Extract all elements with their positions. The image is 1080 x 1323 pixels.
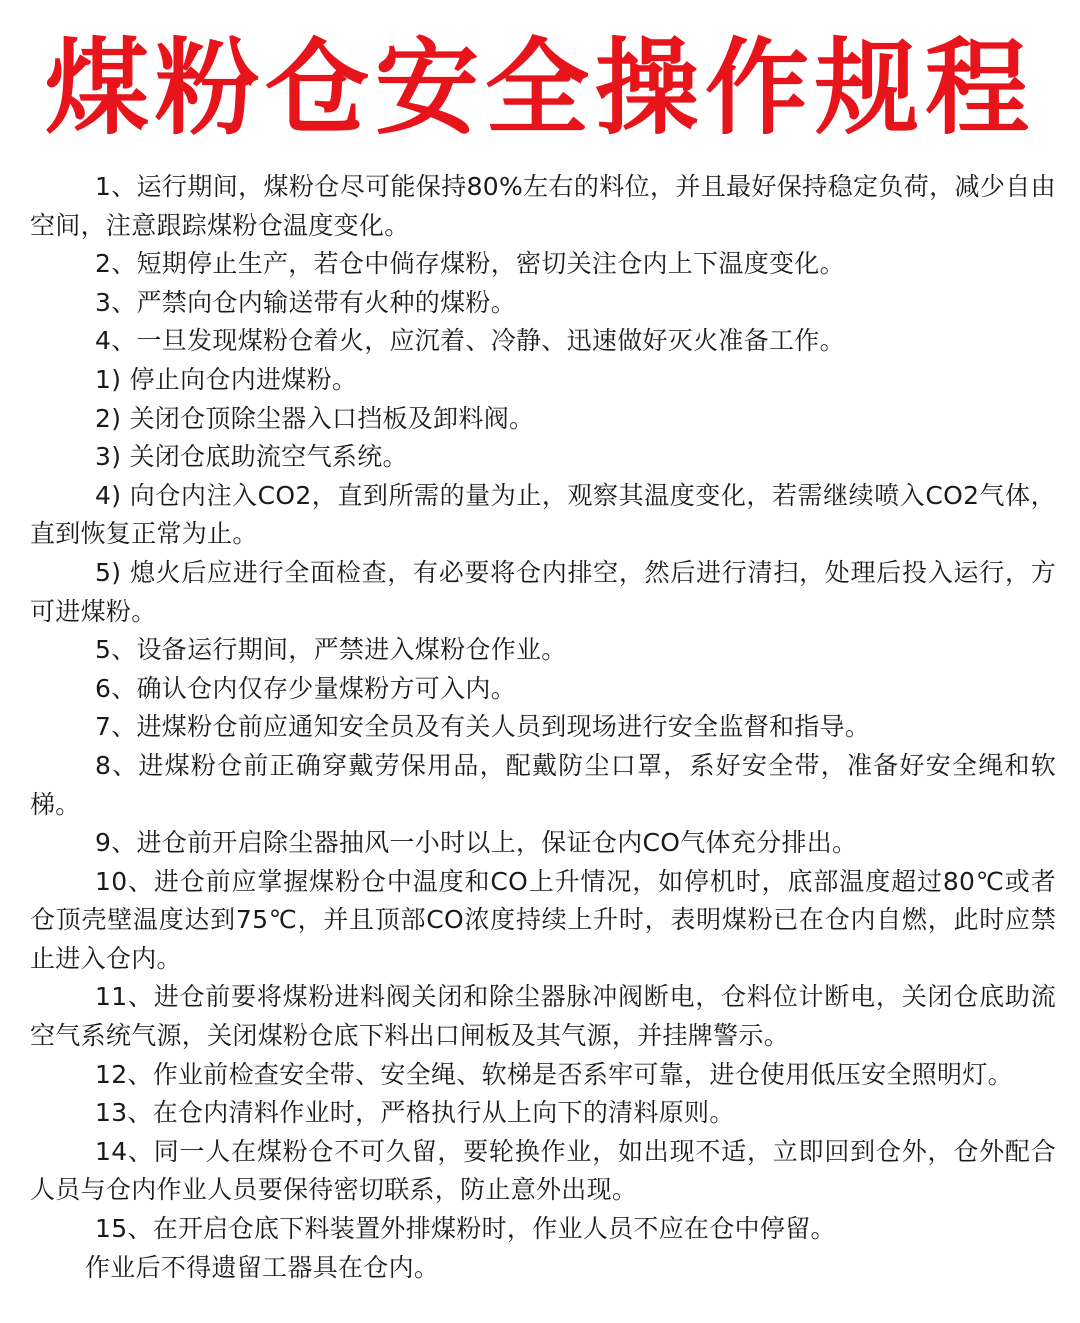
rule-10: 10、进仓前应掌握煤粉仓中温度和CO上升情况，如停机时，底部温度超过80℃或者仓顶壳壁温度达到75℃，并且顶部CO浓度持续上升时，表明煤粉已在仓内自燃，此时应禁止进入仓内。 xyxy=(30,866,1056,973)
rule-13: 13、在仓内清料作业时，严格执行从上向下的清料原则。 xyxy=(95,1098,735,1128)
rule-14: 14、同一人在煤粉仓不可久留，要轮换作业，如出现不适，立即回到仓外，仓外配合人员与仓内作业人员要保待密切联系，防止意外出现。 xyxy=(30,1136,1056,1205)
rule-4-step-5: 5) 熄火后应进行全面检查，有必要将仓内排空，然后进行清扫，处理后投入运行，方可进煤粉。 xyxy=(30,557,1056,626)
poster-title: 煤粉仓安全操作规程 xyxy=(44,27,1035,149)
rule-15: 15、在开启仓底下料装置外排煤粉时，作业人员不应在仓中停留。 xyxy=(95,1214,836,1244)
rule-7: 7、进煤粉仓前应通知安全员及有关人员到现场进行安全监督和指导。 xyxy=(95,712,871,742)
rule-2: 2、短期停止生产，若仓中倘存煤粉，密切关注仓内上下温度变化。 xyxy=(95,249,845,279)
rule-6: 6、确认仓内仅存少量煤粉方可入内。 xyxy=(95,673,517,703)
rule-8: 8、进煤粉仓前正确穿戴劳保用品，配戴防尘口罩，系好安全带，准备好安全绳和软梯。 xyxy=(30,750,1056,819)
rule-11: 11、进仓前要将煤粉进料阀关闭和除尘器脉冲阀断电，仓料位计断电，关闭仓底助流空气系统气源，关闭煤粉仓底下料出口闸板及其气源，并挂牌警示。 xyxy=(30,982,1056,1051)
rule-4-step-1: 1) 停止向仓内进煤粉。 xyxy=(95,364,358,394)
rule-4-step-2: 2) 关闭仓顶除尘器入口挡板及卸料阀。 xyxy=(95,403,535,433)
rule-4-step-3: 3) 关闭仓底助流空气系统。 xyxy=(95,442,408,472)
rule-1: 1、运行期间，煤粉仓尽可能保持80%左右的料位，并且最好保持稳定负荷，减少自由空间，注意跟踪煤粉仓温度变化。 xyxy=(30,172,1056,240)
rule-4-step-4: 4) 向仓内注入CO2，直到所需的量为止，观察其温度变化，若需继续喷入CO2气体，直到恢复正常为止。 xyxy=(30,480,1056,549)
rule-4: 4、一旦发现煤粉仓着火，应沉着、冷静、迅速做好灭火准备工作。 xyxy=(95,326,845,356)
regulation-body xyxy=(30,168,1056,1287)
rule-9: 9、进仓前开启除尘器抽风一小时以上，保证仓内CO气体充分排出。 xyxy=(95,828,858,858)
rule-5: 5、设备运行期间，严禁进入煤粉仓作业。 xyxy=(95,635,567,665)
rule-12: 12、作业前检查安全带、安全绳、软梯是否系牢可靠，进仓使用低压安全照明灯。 xyxy=(95,1059,1013,1089)
rule-3: 3、严禁向仓内输送带有火种的煤粉。 xyxy=(95,287,517,317)
closing-note: 作业后不得遗留工器具在仓内。 xyxy=(85,1252,440,1282)
